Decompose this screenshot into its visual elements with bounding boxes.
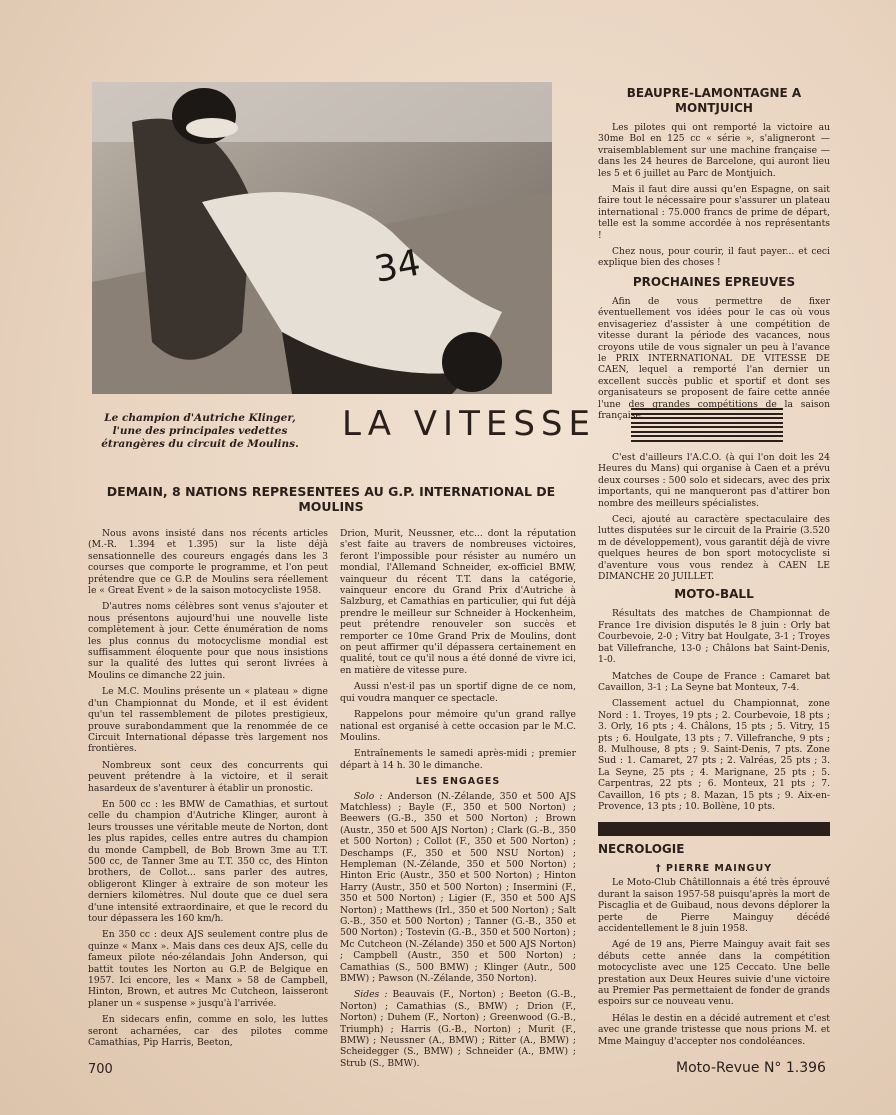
paragraph: Résultats des matches de Championnat de France 1re division disputés le 8 juin : Orly bat Courbevoie, 2-0 ; Vitry bat Houlgate, 3-1 ; Troyes bat Villefranche, 13-0 ; Châlons bat Saint-Denis, 1-0. (598, 608, 830, 666)
paragraph: Afin de vous permettre de fixer éventuellement vos idées pour le cas où vous envisageriez d'assister à une compétition de vitesse durant la période des vacances, nous croyons utile de vous signaler un peu à l'avance le PRIX INTERNATIONAL DE VITESSE DE CAEN, lequel a remporté l'an dernier un excellent succès public et sportif et dont ses organisateurs se proposent de faire cette année l'une des grandes compétitions de la saison française. (598, 295, 830, 421)
solo-entries: Anderson (N.-Zélande, 350 et 500 AJS Matchless) ; Bayle (F., 350 et 500 Norton) ; Beewers (G.-B., 350 et 500 Norton) ; Brown (Austr., 350 et 500 AJS Norton) ; Clark (G.-B., 350 et 500 Norton) ; Collot (F., 350 et 500 Norton) ; Deschamps (F., 350 et 500 NSU Norton) ; Hempleman (N.-Zélande, 350 et 500 Norton) ; Hinton Eric (Austr., 350 et 500 Norton) ; Hinton Harry (Austr., 350 et 500 Norton) ; Insermini (F., 350 et 500 Norton) ; Ligier (F., 350 et 500 AJS Norton) ; Matthews (Irl., 350 et 500 Norton) ; Salt G.-B., 350 et 500 Norton) ; Tanner (G.-B., 350 et 500 Norton) ; Tostevin (G.-B., 350 et 500 Norton) ; Mc Cutcheon (N.-Zélande) 350 et 500 AJS Norton) ; Campbell (Austr., 350 et 500 Norton) ; Camathias (S., 500 BMW) ; Klinger (Autr., 500 BMW) ; Pawson (N.-Zélande, 350 Norton). (340, 790, 577, 985)
prochaines-continued (598, 452, 830, 817)
paragraph: Mais il faut dire aussi qu'en Espagne, on sait faire tout le nécessaire pour s'assurer un plateau international : 75.000 francs de prime de départ, telle est la somme accordée à nos représentants ! (598, 184, 830, 241)
paragraph: Classement actuel du Championnat, zone Nord : 1. Troyes, 19 pts ; 2. Courbevoie, 18 pts ; 3. Orly, 16 pts ; 4. Châlons, 15 pts ; 5. Vitry, 15 pts ; 6. Houlgate, 13 pts ; 7. Villefranche, 9 pts ; 8. Mulhouse, 8 pts ; 9. Saint-Denis, 7 pts. Zone Sud : 1. Camaret, 27 pts ; 2. Valréas, 25 pts ; 3. La Seyne, 25 pts ; 4. Marignane, 25 pts ; 5. Carpentras, 22 pts ; 6. Monteux, 21 pts ; 7. Cavaillon, 16 pts ; 8. Mazan, 15 pts ; 9. Aix-en-Provence, 13 pts ; 10. Bollène, 10 pts. (598, 698, 830, 812)
article-column-1 (88, 528, 328, 1053)
paragraph: Nombreux sont ceux des concurrents qui peuvent prétendre à la victoire, et il serait hasardeux de s'aventurer à établir un pronostic. (88, 759, 328, 794)
beaupre-title: BEAUPRE-LAMONTAGNE A MONTJUICH (626, 86, 802, 115)
paragraph: D'autres noms célèbres sont venus s'ajouter et nous présentons aujourd'hui une nouvelle liste complètement à jour. Cette énumération de noms les plus connus du motocyclisme mondial est suffisamment éloquente pour que nous insistions sur la qualité des luttes qui seront livrées à Moulins ce dimanche 22 juin. (88, 601, 328, 681)
paragraph: En 500 cc : les BMW de Camathias, et surtout celle du champion d'Autriche Klinger, auront à leurs trousses une véritable meute de Norton, dont les plus rapides, celles entre autres du champion du monde Campbell, de Bob Brown 3me au T.T. 500 cc, de Tanner 3me au T.T. 350 cc, des Hinton brothers, de Collot... sans parler des autres, obligeront Klinger à extraire de son moteur les derniers kilomètres. Nul doute que ce duel sera d'une intensité extraordinaire, et que le record du tour dépassera les 160 km/h. (88, 798, 328, 924)
paragraph: Agé de 19 ans, Pierre Mainguy avait fait ses débuts cette année dans la compétition motocycliste avec une 125 Ceccato. Une belle prestation aux Deux Heures suivie d'une victoire au Premier Pas permettaient de fonder de grands espoirs sur ce nouveau venu. (598, 939, 830, 1008)
paragraph: En 350 cc : deux AJS seulement contre plus de quinze « Manx ». Mais dans ces deux AJS, celle du fameux pilote néo-zélandais John Anderson, qui battit toutes les Norton au G.P. de Belgique en 1957. Ici encore, les « Manx » 58 de Campbell, Hinton, Brown, et autres Mc Cutcheon, laisseront planer un « suspense » jusqu'à l'arrivée. (88, 929, 328, 1009)
paragraph: C'est d'ailleurs l'A.C.O. (à qui l'on doit les 24 Heures du Mans) qui organise à Caen et a prévu deux courses : 500 solo et sidecars, avec des prix importants, qui ne manqueront pas d'attirer bon nombre des meilleurs spécialistes. (598, 452, 830, 509)
beaupre-section (598, 86, 830, 426)
paragraph: Le M.C. Moulins présente un « plateau » digne d'un Championnat du Monde, et il est évident qu'un tel rassemblement de pilotes prestigieux, prouve surabondamment que la renommée de ce Circuit International dépasse très largement nos frontières. (88, 686, 328, 755)
racer-photo (92, 82, 552, 394)
necrologie-section (598, 842, 830, 1052)
solo-label: Solo : (354, 790, 383, 802)
paragraph: Aussi n'est-il pas un sportif digne de ce nom, qui voudra manquer ce spectacle. (340, 681, 576, 704)
necrologie-title: NECROLOGIE (598, 842, 685, 856)
section-divider-bar (598, 822, 830, 836)
motoball-title: MOTO-BALL (674, 587, 754, 602)
paragraph: Entraînements le samedi après-midi ; premier départ à 14 h. 30 le dimanche. (340, 748, 576, 771)
paragraph: Nous avons insisté dans nos récents articles (M.-R. 1.394 et 1.395) sur la liste déjà sensationnelle des coureurs engagés dans les 3 courses que comporte le programme, et l'on peut prétendre que ce G.P. de Moulins sera réellement le « Great Event » de la saison motocycliste 1958. (88, 528, 328, 597)
engages-heading: LES ENGAGES (415, 776, 501, 788)
paragraph: Chez nous, pour courir, il faut payer... et ceci explique bien des choses ! (598, 246, 830, 269)
article-column-2 (340, 528, 576, 1074)
paragraph: Les pilotes qui ont remporté la victoire au 30me Bol en 125 cc « série », s'aligneront — vraisemblablement sur une machine française — dans les 24 heures de Barcelone, qui auront lieu les 5 et 6 juillet au Parc de Montjuich. (598, 122, 830, 179)
race-number: 34 (371, 242, 424, 291)
paragraph: Le Moto-Club Châtillonnais a été très éprouvé durant la saison 1957-58 puisqu'après la mort de Piscaglia et de Guibaud, nous devons déplorer la perte de Pierre Mainguy décédé accidentellement le 8 juin 1958. (598, 877, 830, 935)
prochaines-title: PROCHAINES EPREUVES (632, 274, 796, 289)
necrologie-subtitle: † PIERRE MAINGUY (655, 863, 773, 874)
page-title: LA VITESSE (342, 404, 596, 444)
paragraph: Hélas le destin en a décidé autrement et c'est avec une grande tristesse que nous prions M. et Mme Mainguy d'accepter nos condoléances. (598, 1012, 830, 1047)
paragraph: En sidecars enfin, comme en solo, les luttes seront acharnées, car des pilotes comme Camathias, Pip Harris, Beeton, (88, 1014, 328, 1049)
sides-label: Sides : (354, 989, 388, 1001)
main-headline: DEMAIN, 8 NATIONS REPRESENTEES AU G.P. INTERNATIONAL DE MOULINS (106, 484, 556, 514)
magazine-issue: Moto-Revue N° 1.396 (676, 1060, 826, 1076)
paragraph: Rappelons pour mémoire qu'un grand rallye national est organisé à cette occasion par le M.C. Moulins. (340, 709, 576, 743)
sides-entries: Beauvais (F., Norton) ; Beeton (G.-B., Norton) ; Camathias (S., BMW) ; Drion (F., Norton) ; Duhem (F., Norton) ; Greenwood (G.-B., Triumph) ; Harris (G.-B., Norton) ; Murit (F., BMW) ; Neussner (A., BMW) ; Ritter (A., BMW) ; Scheidegger (S., BMW) ; Schneider (A., BMW) ; Strub (S., BMW). (340, 989, 576, 1069)
paragraph: Drion, Murit, Neussner, etc... dont la réputation s'est faite au travers de nombreuses victoires, feront l'impossible pour résister au numéro un mondial, l'Allemand Schneider, ex-officiel BMW, vainqueur du récent T.T. dans la catégorie, vainqueur encore du Grand Prix d'Autriche à Salzburg, et Camathias en particulier, qui fut déjà prendre le meilleur sur Schneider à Hockenheim, peut prétendre renouveler son succès et remporter ce 10me Grand Prix de Moulins, dont on peut affirmer qu'il dépassera certainement en qualité, tout ce qu'il nous a été donné de vivre ici, en matière de vitesse pure. (340, 528, 576, 676)
photo-caption: Le champion d'Autriche Klinger, l'une des principales vedettes étrangères du circuit de Moulins. (101, 412, 299, 450)
paragraph: Ceci, ajouté au caractère spectaculaire des luttes disputées sur le circuit de la Prairie (3.520 m de développement), vous garantit déjà de vivre quelques heures de bon sport motocycliste si d'aventure vous vous rendez à CAEN LE DIMANCHE 20 JUILLET. (598, 514, 830, 583)
paragraph: Matches de Coupe de France : Camaret bat Cavaillon, 3-1 ; La Seyne bat Monteux, 7-4. (598, 670, 830, 693)
racer-photo-illustration (92, 82, 552, 394)
page-number: 700 (88, 1062, 113, 1077)
